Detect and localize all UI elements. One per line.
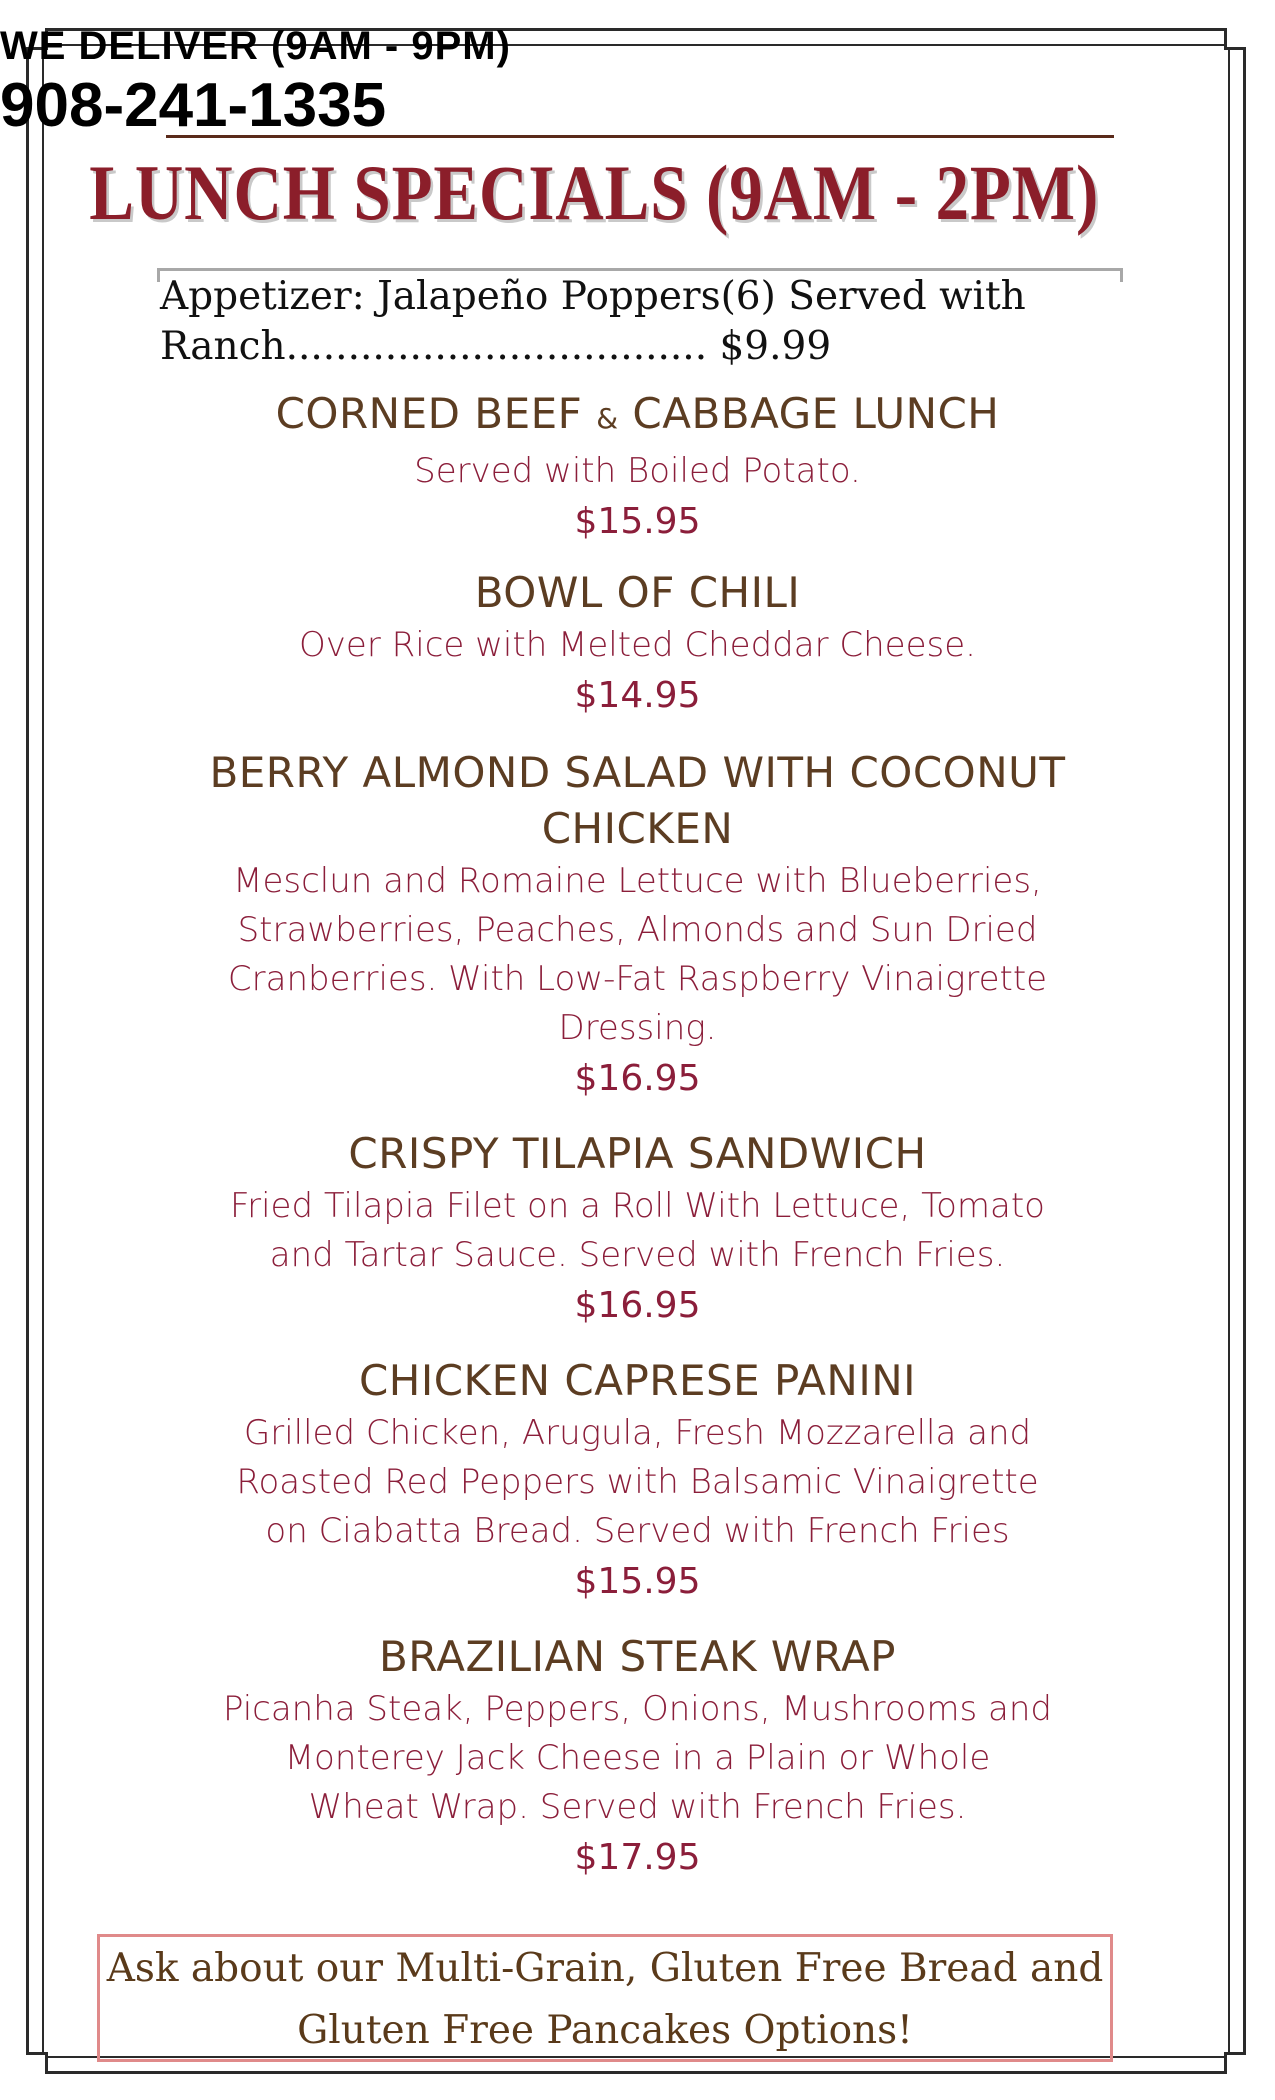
menu-item-description: and Tartar Sauce. Served with French Fries. [269,1235,1006,1275]
note-line: Ask about our Multi-Grain, Gluten Free Bread and [106,1946,1104,1991]
menu-item [150,1353,1125,1607]
menu-item [150,565,1125,721]
menu-item-description: Fried Tilapia Filet on a Roll With Lettuce, Tomato [230,1186,1045,1226]
appetizer-line: Appetizer: Jalapeño Poppers(6) Served with [160,274,1026,319]
menu-item-name-part: CORNED BEEF [275,389,583,438]
ampersand: & [596,402,619,435]
menu-item-price: $14.95 [574,675,701,716]
menu-item-price: $16.95 [574,1058,701,1099]
menu-item-description: Picanha Steak, Peppers, Onions, Mushrooms and [222,1689,1053,1729]
menu-item [150,386,1125,547]
menu-item-name: CRISPY TILAPIA SANDWICH [348,1129,927,1178]
menu-item-description: Strawberries, Peaches, Almonds and Sun Dried [237,910,1038,950]
header-divider [166,135,1114,138]
menu-item-description: Over Rice with Melted Cheddar Cheese. [299,625,976,665]
menu-item-name [150,386,1125,447]
menu-item-description: Monterey Jack Cheese in a Plain or Whole [284,1738,991,1778]
appetizer-line: Ranch.................................. $9.99 [160,324,832,369]
menu-item [150,745,1125,1104]
menu-item-description: on Ciabatta Bread. Served with French Fries [265,1511,1010,1551]
menu-item [150,1126,1125,1331]
menu-item-price: $15.95 [574,1561,701,1602]
menu-item-description: Mesclun and Romaine Lettuce with Blueberries, [233,861,1042,901]
appetizer-special [160,272,1115,372]
delivery-hours: WE DELIVER (9AM - 9PM) [0,24,511,68]
menu-item-description: Served with Boiled Potato. [414,451,861,491]
menu-item-name: CHICKEN [541,804,734,853]
menu-item-description: Dressing. [558,1008,717,1048]
menu-item-name: CHICKEN CAPRESE PANINI [358,1356,917,1405]
frame-corner [1224,2052,1246,2074]
menu-item-description: Roasted Red Peppers with Balsamic Vinaigrette [236,1462,1039,1502]
menu-item [150,1629,1125,1883]
menu-item-description: Wheat Wrap. Served with French Fries. [308,1787,967,1827]
frame-corner [26,2052,48,2074]
menu-item-name: BRAZILIAN STEAK WRAP [378,1632,896,1681]
note-line: Gluten Free Pancakes Options! [297,2008,913,2053]
menu-item-description: Grilled Chicken, Arugula, Fresh Mozzarella and [243,1413,1032,1453]
phone-number: 908-241-1335 [0,71,387,140]
menu-item-name: BOWL OF CHILI [474,568,801,617]
menu-item-description: Cranberries. With Low-Fat Raspberry Vinaigrette [227,959,1048,999]
menu-item-price: $16.95 [574,1285,701,1326]
menu-item-price: $17.95 [574,1837,701,1878]
menu-item-name-part: CABBAGE LUNCH [632,389,1000,438]
gluten-free-note [97,1934,1113,2062]
menu-item-price: $15.95 [574,501,701,542]
menu-list [150,386,1125,1883]
page-title: LUNCH SPECIALS (9AM - 2PM) [89,149,1100,236]
menu-item-name: BERRY ALMOND SALAD WITH COCONUT [209,748,1066,797]
